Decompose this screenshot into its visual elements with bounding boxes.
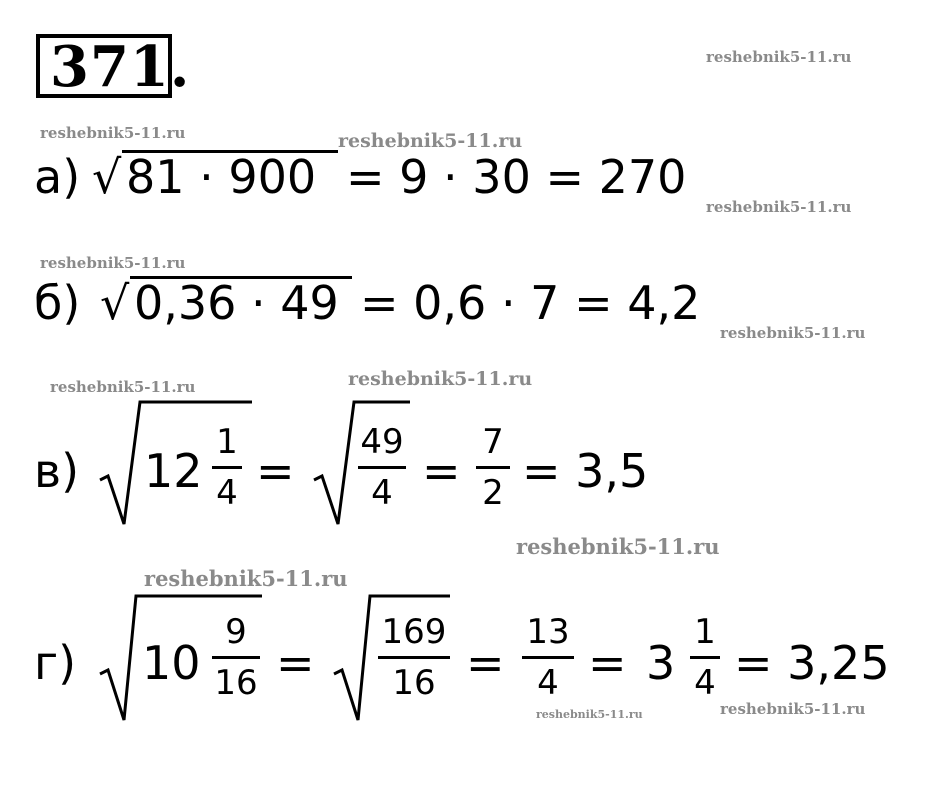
denominator: 4: [216, 473, 238, 513]
fraction-bar: [358, 466, 406, 469]
result: = 9 · 30 = 270: [346, 150, 687, 204]
radicand: 81 · 900: [126, 150, 317, 204]
fraction: [212, 612, 260, 703]
watermark: reshebnik5-11.ru: [516, 534, 720, 559]
result: = 3,5: [522, 444, 649, 498]
fraction: [690, 612, 720, 703]
denominator: 4: [694, 663, 716, 703]
result: = 3,25: [734, 636, 890, 690]
equals: =: [466, 636, 505, 690]
numerator: 9: [225, 612, 247, 652]
equals: =: [422, 444, 461, 498]
result: = 0,6 · 7 = 4,2: [360, 276, 701, 330]
denominator: 4: [371, 473, 393, 513]
fraction-bar: [522, 656, 574, 659]
numerator: 49: [360, 422, 404, 462]
equals: =: [256, 444, 295, 498]
fraction: [522, 612, 574, 703]
problem-number-box: [36, 34, 191, 100]
watermark: reshebnik5-11.ru: [706, 48, 852, 66]
watermark: reshebnik5-11.ru: [40, 254, 186, 272]
sqrt-icon: √: [100, 276, 130, 330]
watermark: reshebnik5-11.ru: [348, 368, 533, 390]
item-label: а): [34, 150, 81, 204]
fraction: [358, 422, 406, 513]
fraction-bar: [378, 656, 450, 659]
item-label: в): [34, 444, 80, 498]
watermark: reshebnik5-11.ru: [40, 124, 186, 142]
item-label: б): [34, 276, 81, 330]
item-label: г): [34, 636, 77, 690]
watermark: reshebnik5-11.ru: [536, 708, 643, 721]
mixed-whole: 10: [142, 636, 201, 690]
mixed-whole: 12: [144, 444, 203, 498]
equals: =: [588, 636, 627, 690]
fraction-bar: [476, 466, 510, 469]
numerator: 13: [526, 612, 570, 652]
watermark: reshebnik5-11.ru: [706, 198, 852, 216]
watermark: reshebnik5-11.ru: [50, 378, 196, 396]
denominator: 16: [392, 663, 436, 703]
fraction: [378, 612, 450, 703]
numerator: 1: [694, 612, 716, 652]
equals: =: [276, 636, 315, 690]
sqrt-icon: √: [92, 150, 122, 204]
watermark: reshebnik5-11.ru: [338, 130, 523, 152]
fraction: [476, 422, 510, 513]
watermark: reshebnik5-11.ru: [720, 700, 866, 718]
numerator: 1: [216, 422, 238, 462]
numerator: 7: [482, 422, 504, 462]
numerator: 169: [381, 612, 447, 652]
fraction-bar: [212, 656, 260, 659]
watermark: reshebnik5-11.ru: [144, 566, 348, 591]
fraction-bar: [212, 466, 242, 469]
radicand: 0,36 · 49: [134, 276, 339, 330]
fraction: [212, 422, 242, 513]
problem-number: 371.: [50, 34, 191, 100]
mixed-whole: 3: [646, 636, 676, 690]
denominator: 16: [214, 663, 258, 703]
denominator: 4: [537, 663, 559, 703]
fraction-bar: [690, 656, 720, 659]
denominator: 2: [482, 473, 504, 513]
watermark: reshebnik5-11.ru: [720, 324, 866, 342]
